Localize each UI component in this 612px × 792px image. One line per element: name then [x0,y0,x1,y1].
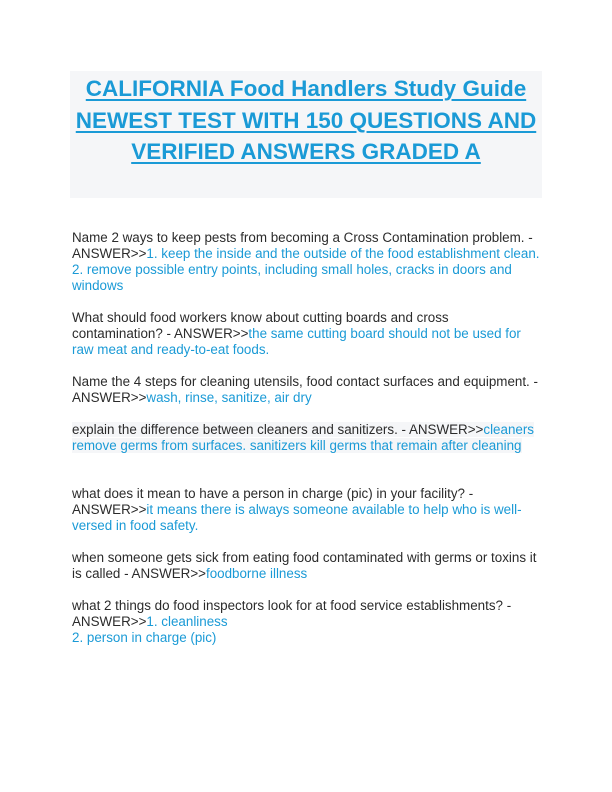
answer-text: it means there is always someone available to help who is well-versed in food safety. [72,502,522,533]
question-text: when someone gets sick from eating food contaminated with germs or toxins it is called [72,550,537,581]
answer-text: 1. cleanliness [146,614,228,629]
answer-text: cleaners remove germs from surfaces. sanitizers kill germs that remain after cleaning [72,422,534,453]
question-text: Name 2 ways to keep pests from becoming a Cross Contamination problem. [72,230,525,245]
answer-text: 2. remove possible entry points, including small holes, cracks in doors and windows [72,262,512,293]
qa-item [72,230,542,294]
answer-prefix: - ANSWER>> [72,374,538,405]
qa-item [72,374,542,406]
title-box [70,71,542,198]
question-text: what 2 things do food inspectors look for at food service establishments? [72,598,503,613]
answer-text: 2. person in charge (pic) [72,630,217,645]
document-title: CALIFORNIA Food Handlers Study Guide NEWEST TEST WITH 150 QUESTIONS AND VERIFIED ANSWERS GRADED A [75,76,537,164]
answer-text: foodborne illness [205,566,308,581]
question-text: Name the 4 steps for cleaning utensils, food contact surfaces and equipment. [72,374,530,389]
question-text: what does it mean to have a person in charge (pic) in your facility? [72,486,465,501]
qa-item [72,550,542,582]
answer-text: the same cutting board should not be used for raw meat and ready-to-eat foods. [72,326,521,357]
answer-prefix: - ANSWER>> [120,566,206,581]
answer-prefix: - ANSWER>> [72,486,474,517]
qa-item [72,598,542,646]
qa-item [72,422,542,454]
answer-text: 1. keep the inside and the outside of the food establishment clean. [146,246,540,261]
answer-prefix: - ANSWER>> [72,230,533,261]
question-text: explain the difference between cleaners and sanitizers. [72,422,398,437]
answer-prefix: - ANSWER>> [162,326,249,341]
question-text: What should food workers know about cutting boards and cross contamination? [72,310,449,341]
qa-item [72,310,542,358]
answer-prefix: - ANSWER>> [72,598,512,629]
qa-item [72,486,542,534]
answer-prefix: - ANSWER>> [397,422,484,437]
answer-text: wash, rinse, sanitize, air dry [146,390,312,405]
qa-list [72,230,542,662]
